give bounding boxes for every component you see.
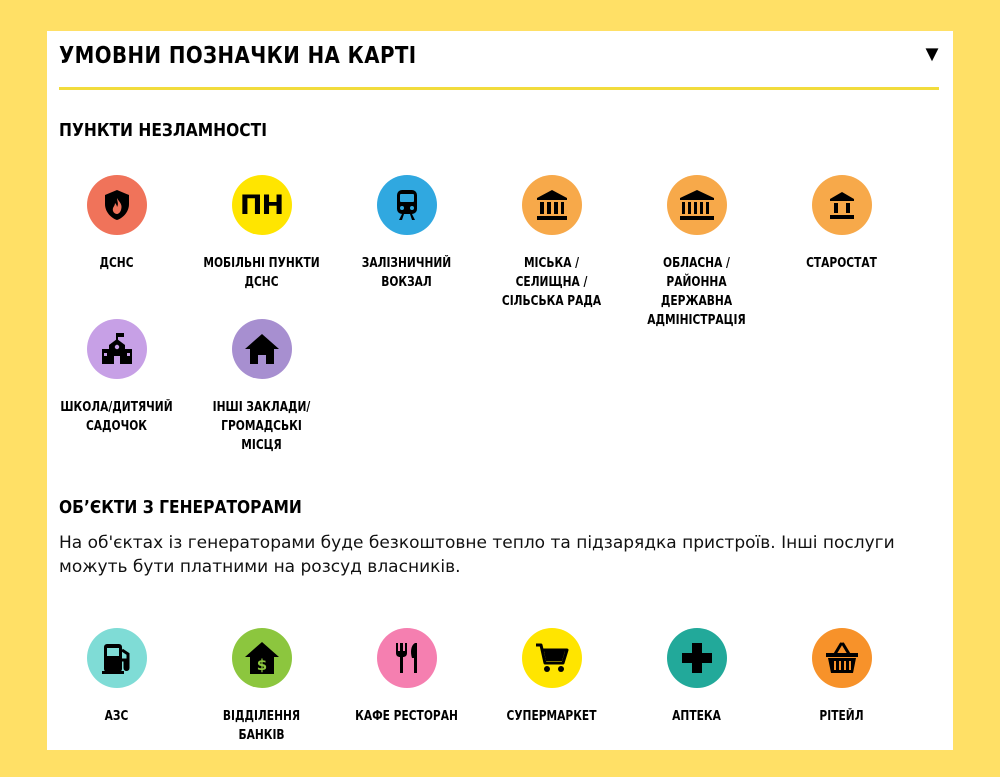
- svg-text:$: $: [256, 656, 267, 674]
- pharmacy-cross-icon: [667, 628, 727, 688]
- legend-item: [769, 628, 914, 726]
- legend-item-label: ВІДДІЛЕННЯ БАНКІВ: [222, 709, 301, 743]
- government-building-icon: [522, 175, 582, 235]
- legend-item: [44, 175, 189, 273]
- fuel-pump-icon: [87, 628, 147, 688]
- legend-item: [769, 175, 914, 273]
- legend-item: [44, 628, 189, 726]
- legend-item-label: СУПЕРМАРКЕТ: [506, 709, 597, 724]
- legend-item-label: ШКОЛА/ДИТЯЧИЙ САДОЧОК: [60, 400, 173, 434]
- legend-item-label: МОБІЛЬНІ ПУНКТИ ДСНС: [203, 256, 320, 290]
- fire-shield-icon: [87, 175, 147, 235]
- legend-item: [44, 319, 189, 436]
- administration-building-icon: [667, 175, 727, 235]
- house-icon: [232, 319, 292, 379]
- header-divider: [59, 87, 939, 90]
- small-government-icon: [812, 175, 872, 235]
- generator-objects-description: На об'єктах із генераторами буде безкоштовне тепло та підзарядка пристроїв. Інші послуги можуть бути платними на розсуд власників.: [59, 533, 895, 577]
- shopping-cart-icon: [522, 628, 582, 688]
- bank-house-icon: [232, 628, 292, 688]
- legend-item-label: ІНШІ ЗАКЛАДИ/ГРОМАДСЬКІ МІСЦЯ: [212, 400, 311, 453]
- legend-item: [624, 628, 769, 726]
- legend-item-label: КАФЕ РЕСТОРАН: [355, 709, 458, 724]
- collapse-triangle-icon[interactable]: ▼: [921, 41, 943, 66]
- legend-item: [334, 628, 479, 726]
- legend-item-label: ЗАЛІЗНИЧНИЙ ВОКЗАЛ: [361, 256, 452, 290]
- legend-item-label: АПТЕКА: [672, 709, 721, 724]
- legend-title: УМОВНИ ПОЗНАЧКИ НА КАРТІ: [59, 43, 417, 69]
- legend-item: [189, 628, 334, 745]
- legend-panel: [47, 31, 953, 750]
- legend-item-label: СТАРОСТАТ: [806, 256, 877, 271]
- legend-item-label: АЗС: [104, 709, 129, 724]
- section-title-generator-objects: ОБ’ЄКТИ З ГЕНЕРАТОРАМИ: [59, 497, 302, 518]
- legend-item: [189, 319, 334, 455]
- legend-header[interactable]: [59, 39, 943, 85]
- legend-item: [624, 175, 769, 330]
- pn-badge-icon: [232, 175, 292, 235]
- legend-item-label: МІСЬКА /СЕЛИЩНА /СІЛЬСЬКА РАДА: [501, 256, 602, 309]
- legend-item-label: РІТЕЙЛ: [819, 709, 864, 724]
- train-icon: [377, 175, 437, 235]
- legend-item-label: ДСНС: [99, 256, 134, 271]
- pn-badge-text: ПН: [239, 189, 284, 221]
- legend-item: [189, 175, 334, 292]
- basket-icon: [812, 628, 872, 688]
- section-title-resilience-points: ПУНКТИ НЕЗЛАМНОСТІ: [59, 120, 267, 141]
- school-icon: [87, 319, 147, 379]
- legend-item: [479, 175, 624, 311]
- fork-knife-icon: [377, 628, 437, 688]
- legend-item-label: ОБЛАСНА /РАЙОННА ДЕРЖАВНА АДМІНІСТРАЦІЯ: [647, 256, 746, 328]
- legend-item: [334, 175, 479, 292]
- legend-item: [479, 628, 624, 726]
